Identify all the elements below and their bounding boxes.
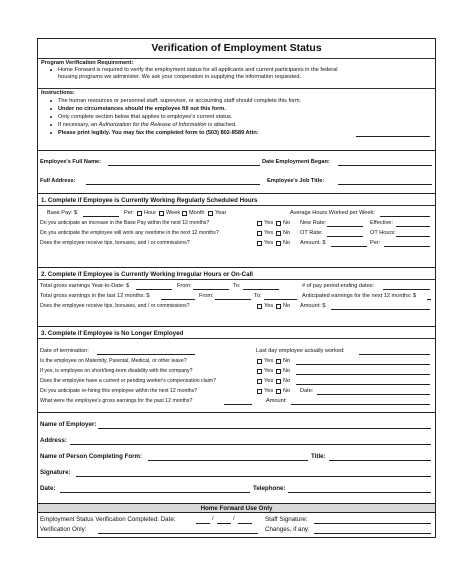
comp-no-checkbox[interactable] — [276, 379, 281, 384]
telephone-field[interactable] — [288, 492, 431, 493]
q3-yes-checkbox[interactable] — [257, 241, 262, 246]
base-pay-field[interactable] — [83, 216, 119, 217]
employer-date-label: Date: — [40, 485, 56, 492]
s2-amount-field[interactable] — [331, 309, 430, 310]
week-label: Week — [166, 210, 181, 216]
slash-2: / — [233, 516, 235, 522]
instruction-5: Please print legibly. You may fax the completed form to (503) 802-8589 Attn: — [58, 130, 259, 136]
tips-question: Does the employee receive tips, bonuses, and / or commissions? — [40, 240, 190, 246]
pay-periods-field[interactable] — [383, 289, 430, 290]
termination-field[interactable] — [97, 354, 195, 355]
q2-no-checkbox[interactable] — [276, 231, 281, 236]
q3-yes-label: Yes — [264, 240, 274, 246]
comp-detail-field[interactable] — [296, 384, 430, 385]
base-pay-label: Base Pay: $ — [47, 210, 78, 216]
signature-field[interactable] — [76, 476, 431, 477]
leave-detail-field[interactable] — [296, 364, 430, 365]
office-use-section — [38, 513, 435, 537]
verification-only-label: Verification Only: — [40, 526, 87, 533]
hour-checkbox[interactable] — [137, 211, 142, 216]
program-line-1: Home Forward is required to verify the employment status for all applicants and current participants in the federal — [58, 67, 338, 73]
leave-yes-checkbox[interactable] — [257, 359, 262, 364]
q1-yes-label: Yes — [264, 220, 274, 226]
q1-yes-checkbox[interactable] — [257, 221, 262, 226]
year-checkbox[interactable] — [208, 211, 213, 216]
employee-name-field[interactable] — [108, 165, 260, 166]
changes-field[interactable] — [314, 533, 431, 534]
tips-question-2: Does the employee receive tips, bonuses, and / or commissions? — [40, 303, 190, 309]
disability-no-checkbox[interactable] — [276, 369, 281, 374]
comp-yes-label: Yes — [264, 378, 274, 384]
from-label: From: — [177, 283, 192, 289]
to-label: To: — [254, 293, 262, 299]
person-completing-field[interactable] — [148, 460, 308, 461]
completed-date-label: Employment Status Verification Completed: Date: — [40, 516, 176, 523]
verification-form — [37, 38, 436, 538]
employee-section — [38, 150, 435, 193]
past-12-blank[interactable] — [224, 404, 252, 405]
leave-question: Is the employee on Maternity, Parental, Medical, or other leave? — [40, 358, 187, 364]
section-1 — [38, 193, 435, 267]
signature-label: Signature: — [40, 469, 71, 476]
comp-claim-question: Does the employee have a current or pending worker's compensation claim? — [40, 378, 217, 384]
bullet-icon — [50, 100, 52, 102]
employer-title-label: Title: — [311, 453, 326, 460]
leave-no-checkbox[interactable] — [276, 359, 281, 364]
office-use-heading: Home Forward Use Only — [200, 505, 273, 512]
new-rate-label: New Rate: — [300, 220, 327, 226]
form-title: Verification of Employment Status — [151, 42, 322, 54]
q3-no-label: No — [283, 240, 291, 246]
s2-yes-checkbox[interactable] — [257, 304, 262, 309]
authorization-name: Authorization for the Release of Information — [98, 122, 207, 128]
instruction-4-suffix: is attached. — [206, 122, 237, 128]
ytd-earnings-field[interactable] — [136, 289, 172, 290]
full-address-label: Full Address: — [40, 178, 76, 184]
q1-no-checkbox[interactable] — [276, 221, 281, 226]
full-address-field[interactable] — [86, 184, 260, 185]
effective-label: Effective: — [370, 220, 393, 226]
amount-label: Amount: $ — [300, 240, 326, 246]
rehire-date-field[interactable] — [317, 394, 430, 395]
month-checkbox[interactable] — [182, 211, 187, 216]
overtime-question: Do you anticipate the employee will work any overtime in the next 12 months? — [40, 230, 219, 236]
past-12-question: What were the employee's gross earnings for the past 12 months? — [40, 398, 193, 404]
q3-no-checkbox[interactable] — [276, 241, 281, 246]
q2-yes-checkbox[interactable] — [257, 231, 262, 236]
per-label: Per: — [370, 240, 381, 246]
date-employment-began-label: Date Employment Began: — [262, 159, 330, 165]
q1-no-label: No — [283, 220, 291, 226]
termination-label: Date of termination: — [40, 348, 89, 354]
divider — [38, 205, 435, 206]
bullet-icon — [50, 124, 52, 126]
to-label: To: — [233, 283, 241, 289]
instruction-3: Only complete section below that applies to employee's current status. — [58, 114, 233, 120]
employer-address-label: Address: — [40, 437, 67, 444]
instruction-2: Under no circumstances should the employee fill out this form. — [58, 106, 226, 112]
instruction-4 — [58, 122, 237, 129]
program-heading: Program Verification Requirement: — [41, 60, 134, 66]
amount-per-field[interactable] — [384, 246, 430, 247]
effective-field[interactable] — [396, 226, 430, 227]
anticipated-earnings-field[interactable] — [427, 299, 431, 300]
year-label: Year — [215, 210, 227, 216]
telephone-label: Telephone: — [253, 485, 286, 492]
per-label: Per: — [124, 210, 135, 216]
instruction-4-prefix: If necessary, an — [58, 122, 99, 128]
job-title-field[interactable] — [338, 184, 432, 185]
office-use-header — [38, 503, 435, 513]
base-pay-increase-question: Do you anticipate an increase in the Base Pay within the next 12 months? — [40, 220, 210, 226]
s2-amount-label: Amount: $ — [300, 303, 326, 309]
employer-name-label: Name of Employer: — [40, 421, 97, 428]
s2-no-checkbox[interactable] — [276, 304, 281, 309]
s2-yes-label: Yes — [264, 303, 274, 309]
disability-detail-field[interactable] — [296, 374, 430, 375]
person-completing-label: Name of Person Completing Form: — [40, 453, 143, 460]
ytd-earnings-label: Total gross earnings Year-to-Date: $ — [40, 283, 130, 289]
date-employment-began-field[interactable] — [338, 165, 432, 166]
from-field[interactable] — [193, 289, 229, 290]
bullet-icon — [50, 69, 52, 71]
instructions-section — [38, 88, 435, 150]
leave-no-label: No — [283, 358, 291, 364]
avg-hours-field[interactable] — [380, 216, 430, 217]
rehire-no-checkbox[interactable] — [276, 389, 281, 394]
disability-yes-label: Yes — [264, 368, 274, 374]
last-day-field[interactable] — [359, 354, 430, 355]
leave-yes-label: Yes — [264, 358, 274, 364]
section-2 — [38, 267, 435, 326]
slash-1: / — [212, 516, 214, 522]
rehire-no-label: No — [283, 388, 291, 394]
completed-month-field[interactable] — [196, 523, 210, 524]
employer-section — [38, 412, 435, 503]
verification-only-field[interactable] — [98, 533, 258, 534]
changes-label: Changes, if any: — [265, 526, 310, 533]
week-checkbox[interactable] — [159, 211, 164, 216]
to-field-2[interactable] — [264, 299, 297, 300]
s3-amount-label: Amount: — [266, 398, 287, 404]
s3-amount-field[interactable] — [291, 404, 430, 405]
amount-field[interactable] — [331, 246, 367, 247]
bullet-icon — [50, 108, 52, 110]
divider — [38, 338, 435, 339]
q2-yes-label: Yes — [264, 230, 274, 236]
disability-question: If yes, is employee on short/long-term disability with the company? — [40, 368, 193, 374]
program-line-2: housing programs we administer. We ask your cooperation in supplying the information requested. — [58, 74, 302, 80]
rehire-question: Do you anticipate re-hiring this employee within the next 12 months? — [40, 388, 198, 394]
section-1-heading: 1. Complete if Employee is Currently Working Regularly Scheduled Hours — [41, 197, 258, 204]
last-12-months-field[interactable] — [161, 299, 195, 300]
rehire-yes-checkbox[interactable] — [257, 389, 262, 394]
staff-signature-label: Staff Signature: — [265, 516, 308, 523]
to-field[interactable] — [243, 289, 279, 290]
s2-no-label: No — [283, 303, 291, 309]
disability-no-label: No — [283, 368, 291, 374]
month-label: Month — [189, 210, 205, 216]
instructions-heading: Instructions: — [41, 90, 75, 96]
q2-no-label: No — [283, 230, 291, 236]
employer-title-field[interactable] — [329, 460, 431, 461]
attn-line[interactable] — [356, 136, 430, 137]
divider — [38, 279, 435, 280]
anticipated-earnings-label: Anticipated earnings for the next 12 months: $ — [302, 293, 417, 299]
ot-hours-label: OT Hours: — [370, 230, 396, 236]
section-3 — [38, 326, 435, 412]
job-title-label: Employee's Job Title: — [267, 178, 325, 184]
employee-name-label: Employee's Full Name: — [40, 159, 102, 165]
staff-signature-field[interactable] — [314, 523, 431, 524]
last-12-months-label: Total gross earnings in the last 12 months: $ — [40, 293, 150, 299]
new-rate-field[interactable] — [327, 226, 363, 227]
ot-hours-field[interactable] — [396, 236, 430, 237]
comp-yes-checkbox[interactable] — [257, 379, 262, 384]
disability-yes-checkbox[interactable] — [257, 369, 262, 374]
employer-address-field[interactable] — [70, 444, 431, 445]
rehire-yes-label: Yes — [264, 388, 274, 394]
instruction-1: The human resources or personnel staff, supervisor, or accounting staff should complete this form. — [58, 98, 302, 104]
completed-year-field[interactable] — [238, 523, 252, 524]
comp-no-label: No — [283, 378, 291, 384]
employer-date-field[interactable] — [60, 492, 250, 493]
program-section — [38, 58, 435, 88]
employer-name-field[interactable] — [98, 428, 431, 429]
section-3-heading: 3. Complete if Employee is No Longer Employed — [41, 330, 184, 337]
ot-rate-field[interactable] — [327, 236, 363, 237]
avg-hours-label: Average Hours Worked per Week: — [290, 210, 375, 216]
completed-day-field[interactable] — [217, 523, 231, 524]
bullet-icon — [50, 132, 52, 134]
bullet-icon — [50, 116, 52, 118]
rehire-date-label: Date: — [300, 388, 314, 394]
from-label: From: — [199, 293, 214, 299]
pay-periods-label: # of pay period ending dates: — [302, 283, 375, 289]
ot-rate-label: OT Rate: — [300, 230, 323, 236]
section-2-heading: 2. Complete if Employee is Currently Working Irregular Hours or On-Call — [41, 271, 254, 278]
last-day-label: Last day employee actually worked: — [256, 348, 345, 354]
from-field-2[interactable] — [215, 299, 251, 300]
hour-label: Hour — [144, 210, 157, 216]
